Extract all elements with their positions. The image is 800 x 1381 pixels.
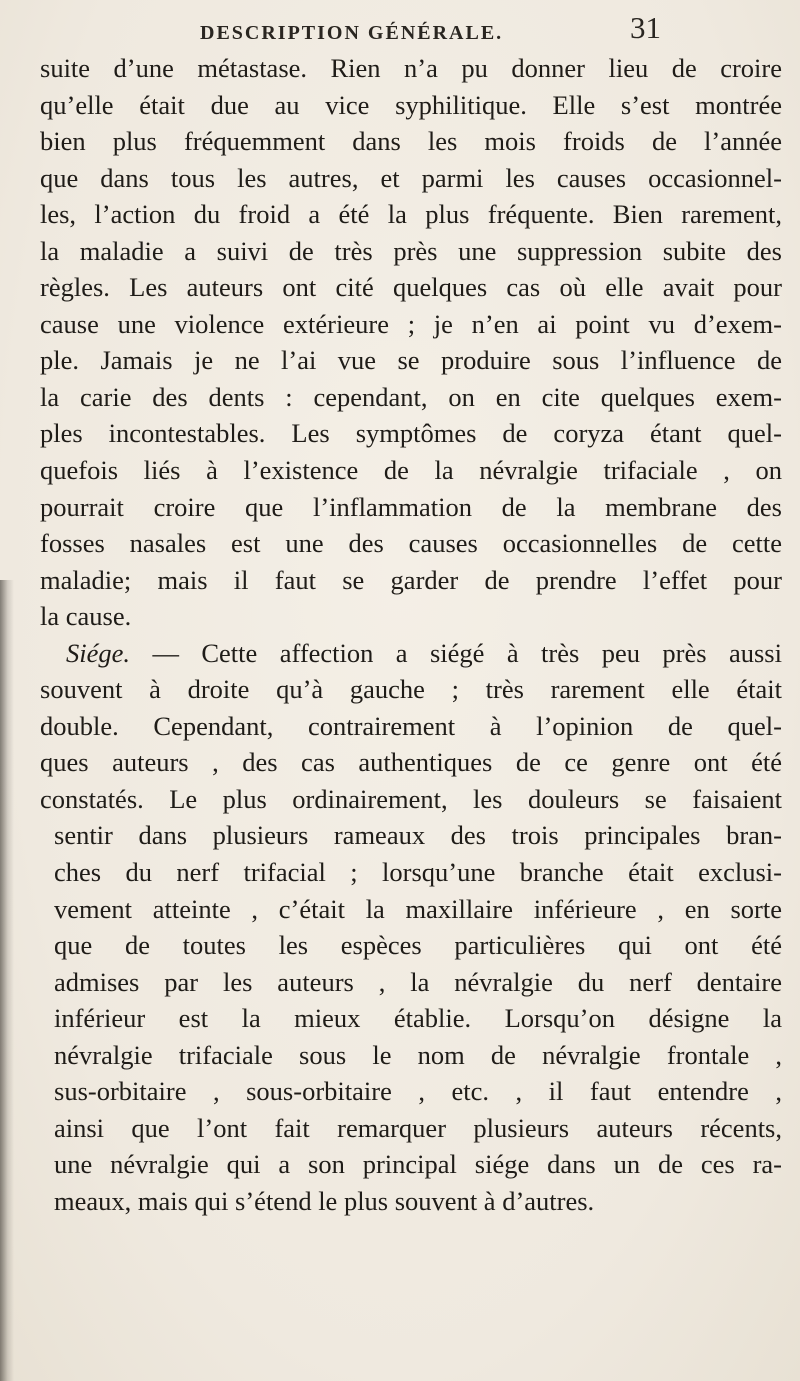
text-line: la cause. bbox=[40, 601, 132, 632]
text-line: ple. Jamais je ne l’ai vue se produire sous l’influence de bbox=[40, 345, 782, 376]
text-line: règles. Les auteurs ont cité quelques cas où elle avait pour bbox=[40, 272, 782, 303]
text-line: une névralgie qui a son principal siége dans un de ces ra- bbox=[54, 1149, 782, 1180]
text-line: la carie des dents : cependant, on en cite quelques exem- bbox=[40, 381, 782, 412]
running-head bbox=[0, 6, 800, 48]
text-line: la maladie a suivi de très près une suppression subite des bbox=[40, 235, 782, 266]
running-title: DESCRIPTION GÉNÉRALE. bbox=[200, 22, 504, 44]
text-line: meaux, mais qui s’étend le plus souvent à d’autres. bbox=[54, 1185, 595, 1216]
text-line: constatés. Le plus ordinairement, les douleurs se faisaient bbox=[40, 783, 782, 814]
text-line: admises par les auteurs , la névralgie du nerf dentaire bbox=[54, 966, 782, 997]
text-line: bien plus fréquemment dans les mois froids de l’année bbox=[40, 126, 782, 157]
text-line: souvent à droite qu’à gauche ; très rarement elle était bbox=[40, 674, 782, 705]
text-line: les, l’action du froid a été la plus fréquente. Bien rarement, bbox=[40, 199, 782, 230]
text-line: fosses nasales est une des causes occasionnelles de cette bbox=[40, 528, 782, 559]
page-number: 31 bbox=[630, 10, 661, 45]
section-heading: Siége. bbox=[66, 637, 131, 668]
text-line: quefois liés à l’existence de la névralgie trifaciale , on bbox=[40, 455, 782, 486]
text-line: ples incontestables. Les symptômes de coryza étant quel- bbox=[40, 418, 782, 449]
text-line: pourrait croire que l’inflammation de la membrane des bbox=[40, 491, 782, 522]
text-line: sentir dans plusieurs rameaux des trois principales bran- bbox=[54, 820, 782, 851]
body-text bbox=[40, 50, 782, 1220]
section-first-line bbox=[40, 635, 782, 672]
text-line: cause une violence extérieure ; je n’en ai point vu d’exem- bbox=[40, 308, 782, 339]
text-line: névralgie trifaciale sous le nom de névralgie frontale , bbox=[54, 1039, 782, 1070]
text-line: que dans tous les autres, et parmi les causes occasionnel- bbox=[40, 162, 782, 193]
text-line: suite d’une métastase. Rien n’a pu donner lieu de croire bbox=[40, 53, 782, 83]
text-line: maladie; mais il faut se garder de prendre l’effet pour bbox=[40, 564, 782, 595]
text-line: ques auteurs , des cas authentiques de ce genre ont été bbox=[40, 747, 782, 778]
text-line: ainsi que l’ont fait remarquer plusieurs auteurs récents, bbox=[54, 1112, 782, 1143]
text-line: qu’elle était due au vice syphilitique. Elle s’est montrée bbox=[40, 89, 782, 120]
text-line: ches du nerf trifacial ; lorsqu’une branche était exclusi- bbox=[54, 857, 782, 888]
section-first-line-text: — Cette affection a siégé à très peu près aussi bbox=[130, 637, 782, 668]
text-line: que de toutes les espèces particulières qui ont été bbox=[54, 930, 782, 961]
text-line: sus-orbitaire , sous-orbitaire , etc. , il faut entendre , bbox=[54, 1076, 782, 1107]
text-line: vement atteinte , c’était la maxillaire inférieure , en sorte bbox=[54, 893, 782, 924]
text-line: double. Cependant, contrairement à l’opinion de quel- bbox=[40, 710, 782, 741]
binding-shadow bbox=[0, 580, 14, 1381]
text-line: inférieur est la mieux établie. Lorsqu’on désigne la bbox=[54, 1003, 782, 1034]
